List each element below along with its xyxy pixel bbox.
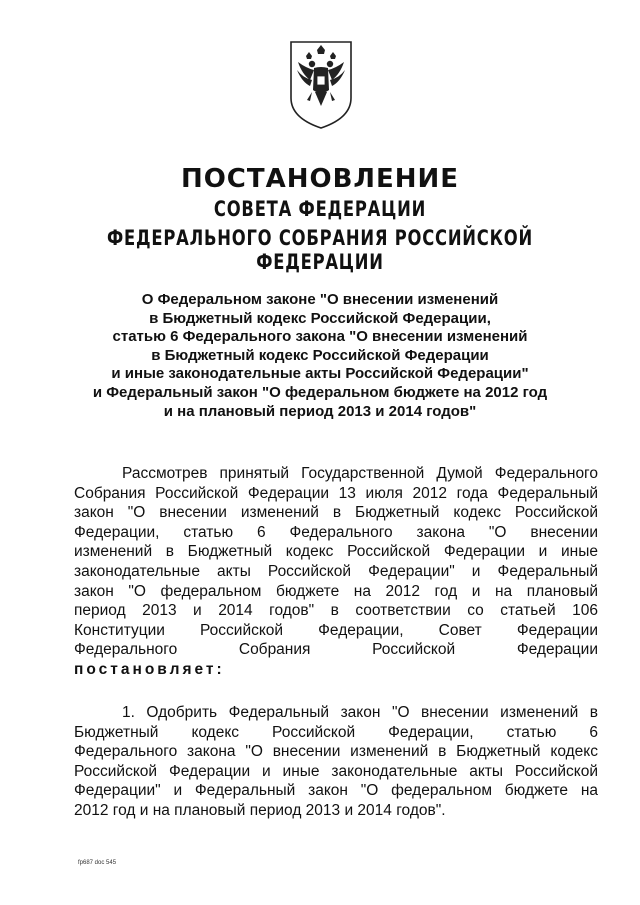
subject-line: статью 6 Федерального закона "О внесении изменений [112, 328, 528, 346]
paragraph-line: закон "О федеральном бюджете на 2012 год и на плановый [74, 582, 598, 600]
paragraph-line: Бюджетный кодекс Российской Федерации, статью 6 [74, 723, 598, 741]
paragraph-line: Федерации" и Федеральный закон "О федеральном бюджете на [74, 782, 598, 800]
paragraph-line: закон "О внесении изменений в Бюджетный кодекс Российской [74, 504, 598, 522]
paragraph-line: период 2013 и 2014 годов" в соответствии со статьей 106 [74, 602, 598, 620]
subject-line: в Бюджетный кодекс Российской Федерации [151, 346, 489, 364]
paragraph-line: 2012 год и на плановый период 2013 и 2014 годов". [74, 801, 446, 819]
preamble-paragraph [74, 464, 598, 680]
paragraph-line: Конституции Российской Федерации, Совет Федерации [74, 621, 598, 639]
paragraph-line: Российской Федерации и иные законодательные акты Российской [74, 762, 598, 780]
document-code: fp687 doc 545 [78, 860, 117, 866]
document-subject [60, 291, 580, 421]
paragraph-line: Федерации, статью 6 Федерального закона "О внесении [74, 523, 598, 541]
paragraph-line: Собрания Российской Федерации 13 июля 2012 года Федеральный [74, 484, 598, 502]
issuer-line-2: ФЕДЕРАЛЬНОГО СОБРАНИЯ РОССИЙСКОЙ ФЕДЕРАЦИИ [107, 226, 533, 274]
resolution-item-1 [74, 703, 598, 821]
paragraph-line: Рассмотрев принятый Государственной Думой Федерального [122, 465, 598, 482]
subject-line: в Бюджетный кодекс Российской Федерации, [149, 309, 491, 327]
resolution-keyword: постановляет: [74, 660, 225, 678]
paragraph-line: Федерального Собрания Российской Федерации [74, 641, 598, 659]
subject-line: О Федеральном законе "О внесении изменений [141, 291, 499, 308]
subject-line: и Федеральный закон "О федеральном бюджете на 2012 год [92, 383, 548, 401]
paragraph-line: изменений в Бюджетный кодекс Российской Федерации и иные [74, 543, 598, 561]
paragraph-line: 1. Одобрить Федеральный закон "О внесении изменений в [122, 704, 598, 721]
subject-line: и иные законодательные акты Российской Федерации" [111, 365, 529, 383]
paragraph-line: законодательные акты Российской Федерации" и Федеральный [74, 562, 598, 580]
document-title: ПОСТАНОВЛЕНИЕ [180, 164, 460, 194]
subject-line: и на плановый период 2013 и 2014 годов" [163, 402, 477, 420]
coat-of-arms-emblem [288, 40, 354, 130]
issuer-line-1: СОВЕТА ФЕДЕРАЦИИ [213, 197, 427, 221]
paragraph-line: Федерального закона "О внесении изменений в Бюджетный кодекс [74, 743, 598, 761]
